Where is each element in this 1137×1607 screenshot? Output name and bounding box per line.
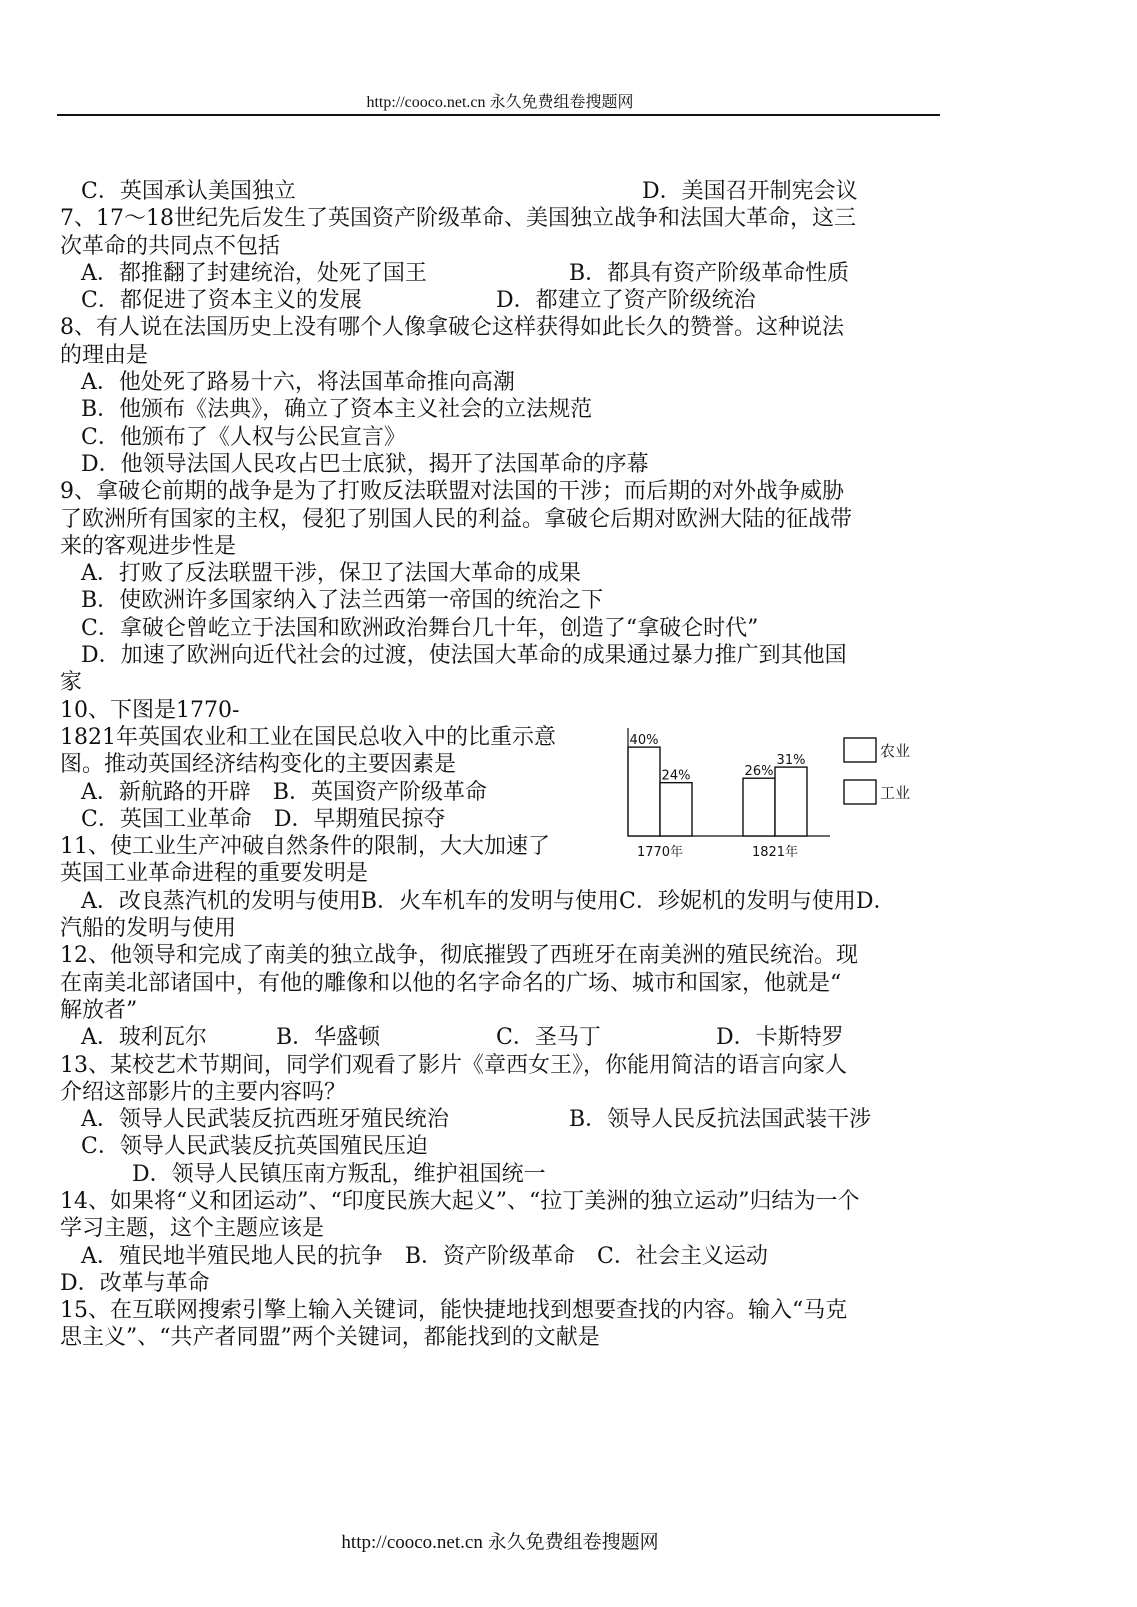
q6-option-c: C．英国承认美国独立: [81, 179, 296, 204]
q11-stem-line1: 11、使工业生产冲破自然条件的限制，大大加速了: [60, 834, 550, 860]
q15-stem-line2: 思主义”、“共产者同盟”两个关键词，都能找到的文献是: [60, 1325, 600, 1351]
q14-stem-line2: 学习主题，这个主题应该是: [60, 1216, 325, 1242]
q13-option-d: D．领导人民镇压南方叛乱，维护祖国统一: [132, 1161, 546, 1187]
q13-stem-line2: 介绍这部影片的主要内容吗？: [60, 1079, 347, 1105]
q7-option-c: C．都促进了资本主义的发展: [81, 288, 362, 314]
q8-option-c: C．他颁布了《人权与公民宣言》: [81, 424, 406, 450]
q12-stem-line1: 12、他领导和完成了南美的独立战争，彻底摧毁了西班牙在南美洲的殖民统治。现: [60, 943, 858, 969]
question-body: [60, 178, 940, 1352]
q6-options: [60, 178, 940, 205]
bar-industry-1: [775, 767, 807, 836]
bar-chart-svg: [620, 724, 940, 864]
q10-stem-line1: 10、下图是1770-: [60, 697, 240, 723]
q14-stem-line1: 14、如果将“义和团运动”、“印度民族大起义”、“拉丁美洲的独立运动”归结为一个: [60, 1188, 860, 1214]
q9-option-b: B．使欧洲许多国家纳入了法兰西第一帝国的统治之下: [81, 588, 604, 614]
q12-option-d: D．卡斯特罗: [716, 1025, 844, 1051]
q9-stem-line3: 来的客观进步性是: [60, 533, 237, 559]
q8-option-b: B．他颁布《法典》，确立了资本主义社会的立法规范: [81, 397, 593, 423]
page-footer: http://cooco.net.cn 永久免费组卷搜题网: [341, 1532, 659, 1553]
header-rule: [57, 114, 940, 116]
q7-options-cd: [60, 287, 940, 314]
q8-stem-line2: 的理由是: [60, 342, 149, 368]
q13-option-a: A．领导人民武装反抗西班牙殖民统治: [81, 1107, 449, 1133]
page-header: http://cooco.net.cn 永久免费组卷搜题网: [366, 94, 634, 111]
q14-options-abc: A．殖民地半殖民地人民的抗争 B．资产阶级革命 C．社会主义运动: [81, 1243, 768, 1269]
q9-stem-line2: 了欧洲所有国家的主权，侵犯了别国人民的利益。拿破仑后期对欧洲大陆的征战带: [60, 506, 853, 532]
q10-options-ab: A．新航路的开辟 B．英国资产阶级革命: [81, 779, 488, 805]
q7-stem-line1: 7、17～18世纪先后发生了英国资产阶级革命、美国独立战争和法国大革命，这三: [60, 206, 856, 232]
q12-options: [60, 1024, 940, 1051]
q10-options-cd: C．英国工业革命 D．早期殖民掠夺: [81, 806, 446, 832]
q7-options-ab: [60, 260, 940, 287]
q12-option-c: C．圣马丁: [496, 1025, 601, 1051]
legend-label-agriculture: 农业: [880, 741, 911, 760]
q12-stem-line3: 解放者”: [60, 997, 138, 1023]
q13-option-c: C．领导人民武装反抗英国殖民压迫: [81, 1134, 428, 1160]
q9-option-d-line1: D．加速了欧洲向近代社会的过渡，使法国大革命的成果通过暴力推广到其他国: [81, 643, 847, 669]
q11-stem-line2: 英国工业革命进程的重要发明是: [60, 861, 369, 887]
q13-option-b: B．领导人民反抗法国武装干涉: [569, 1107, 872, 1133]
q10-stem-line2: 1821年英国农业和工业在国民总收入中的比重示意: [60, 724, 556, 750]
q13-options-ab: [60, 1106, 940, 1133]
bar-label-agriculture-0: 40%: [629, 733, 659, 749]
legend-swatch-agriculture: [844, 738, 876, 762]
q11-options: A．改良蒸汽机的发明与使用B．火车机车的发明与使用C．珍妮机的发明与使用D．: [81, 888, 896, 914]
q14-option-d: D．改革与革命: [60, 1270, 210, 1296]
q7-option-a: A．都推翻了封建统治，处死了国王: [81, 260, 427, 286]
q11-options-cont: 汽船的发明与使用: [60, 916, 237, 942]
bar-label-industry-1: 31%: [776, 753, 806, 769]
q8-stem-line1: 8、有人说在法国历史上没有哪个人像拿破仑这样获得如此长久的赞誉。这种说法: [60, 315, 844, 341]
legend-label-industry: 工业: [880, 783, 911, 802]
q8-option-a: A．他处死了路易十六，将法国革命推向高潮: [81, 370, 515, 396]
q7-stem-line2: 次革命的共同点不包括: [60, 233, 281, 259]
bar-label-industry-0: 24%: [661, 768, 691, 784]
q15-stem-line1: 15、在互联网搜索引擎上输入关键词，能快捷地找到想要查找的内容。输入“马克: [60, 1298, 848, 1324]
q10-block: [60, 724, 940, 860]
q13-stem-line1: 13、某校艺术节期间，同学们观看了影片《章西女王》，你能用简洁的语言向家人: [60, 1052, 847, 1078]
q10-stem-line3: 图。推动英国经济结构变化的主要因素是: [60, 752, 457, 778]
category-label-0: 1770年: [636, 844, 684, 860]
q7-option-d: D．都建立了资产阶级统治: [496, 288, 756, 314]
bar-chart: [620, 724, 940, 864]
q12-stem-line2: 在南美北部诸国中，有他的雕像和以他的名字命名的广场、城市和国家，他就是“: [60, 970, 842, 996]
q9-option-d-line2: 家: [60, 670, 83, 696]
q6-option-d: D．美国召开制宪会议: [642, 179, 858, 204]
q9-option-a: A．打败了反法联盟干涉，保卫了法国大革命的成果: [81, 561, 581, 587]
q8-option-d: D．他领导法国人民攻占巴士底狱，揭开了法国革命的序幕: [81, 451, 649, 477]
bar-agriculture-0: [628, 747, 660, 836]
q12-option-a: A．玻利瓦尔: [81, 1025, 207, 1051]
bar-industry-0: [660, 783, 692, 836]
bar-label-agriculture-1: 26%: [744, 764, 774, 780]
q9-option-c: C．拿破仑曾屹立于法国和欧洲政治舞台几十年，创造了“拿破仑时代”: [81, 615, 759, 641]
legend-swatch-industry: [844, 780, 876, 804]
q12-option-b: B．华盛顿: [276, 1025, 381, 1051]
category-label-1: 1821年: [751, 844, 799, 860]
bar-agriculture-1: [743, 778, 775, 836]
q7-option-b: B．都具有资产阶级革命性质: [569, 260, 850, 286]
q9-stem-line1: 9、拿破仑前期的战争是为了打败反法联盟对法国的干涉；而后期的对外战争威胁: [60, 479, 844, 505]
